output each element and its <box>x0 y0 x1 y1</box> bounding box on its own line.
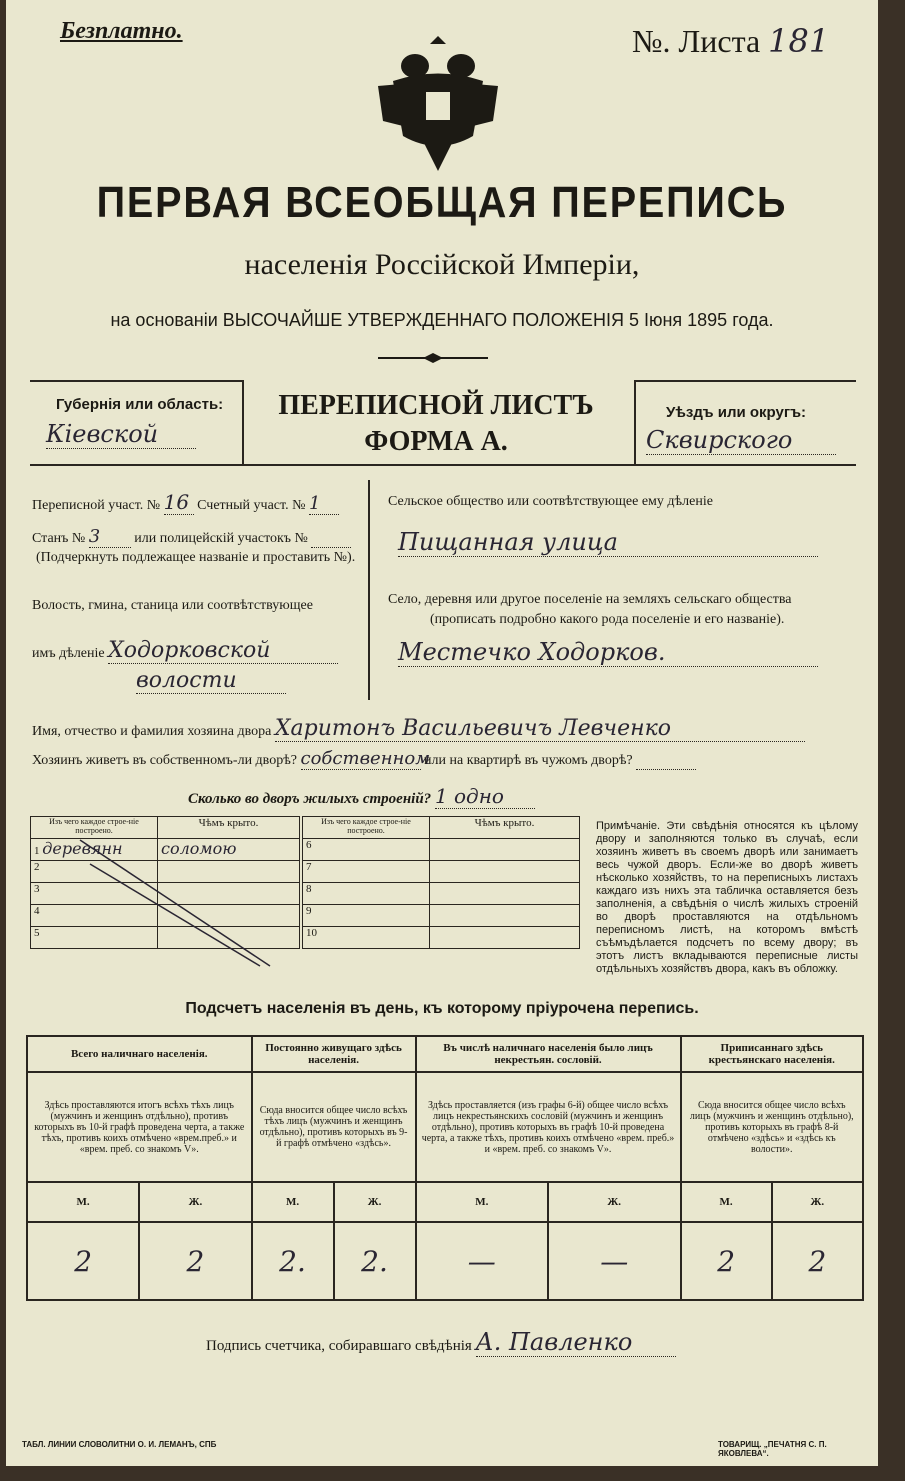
col1-male: 2 <box>27 1222 139 1300</box>
owner-label: Имя, отчество и фамилия хозяина двора <box>32 724 272 739</box>
row1-material: деревянн <box>42 839 123 858</box>
row-num: 10 <box>303 927 430 949</box>
female-label: Ж. <box>334 1182 416 1222</box>
col2-desc: Сюда вносится общее число всѣхъ тѣхъ лицъ (мужчинъ и женщинъ отдѣльно), противъ которыхъ въ 9-й графѣ отмѣчено «здѣсь». <box>252 1072 416 1182</box>
row-num: 3 <box>31 883 158 905</box>
society-label: Сельское общество или соотвѣтствующее ему дѣленіе <box>388 494 713 509</box>
census-section-value: 16 <box>164 490 194 515</box>
row-num: 8 <box>303 883 430 905</box>
double-headed-eagle-emblem <box>373 26 503 176</box>
residence-label: Хозяинъ живетъ въ собственномъ-ли дворѣ? <box>32 753 298 768</box>
col4-header: Приписаннаго здѣсь крестьянскаго населенія. <box>681 1036 864 1072</box>
page-title: ПЕРВАЯ ВСЕОБЩАЯ ПЕРЕПИСЬ <box>96 178 788 227</box>
sheet-number-label: №. Листа <box>632 23 761 59</box>
row-num: 2 <box>31 861 158 883</box>
legal-basis: на основаніи ВЫСОЧАЙШЕ УТВЕРЖДЕННАГО ПОЛОЖЕНІЯ 5 Іюня 1895 года. <box>110 310 774 330</box>
col4-male: 2 <box>681 1222 772 1300</box>
volost-value: Ходорковской <box>108 638 338 664</box>
row1-roof: соломою <box>158 839 300 861</box>
male-label: М. <box>27 1182 139 1222</box>
buildings-header-material: Изъ чего каждое строе-ніе построено. <box>31 817 158 839</box>
col3-header: Въ числѣ наличнаго населенія было лицъ некрестьян. сословій. <box>416 1036 681 1072</box>
col2-female: 2. <box>334 1222 416 1300</box>
buildings-header-roof: Чѣмъ крыто. <box>158 817 300 839</box>
col4-female: 2 <box>772 1222 863 1300</box>
district-label: Уѣздъ или округъ: <box>666 404 807 421</box>
female-label: Ж. <box>139 1182 251 1222</box>
form-title <box>246 388 626 460</box>
row-num: 1 <box>34 845 40 857</box>
col4-desc: Сюда вносится общее число всѣхъ лицъ (мужчинъ и женщинъ отдѣльно), противъ которыхъ въ графѣ 8-й отмѣчено «здѣсь» и «здѣсь къ волости». <box>681 1072 864 1182</box>
village-value: Местечко Ходорков. <box>398 638 818 667</box>
male-label: М. <box>252 1182 334 1222</box>
residence-value: собственном <box>300 748 431 769</box>
owner-value: Харитонъ Васильевичъ Левченко <box>275 716 805 742</box>
village-label: Село, деревня или другое поселеніе на земляхъ сельскаго общества <box>388 592 792 607</box>
volost-label: Волость, гмина, станица или соотвѣтствующее <box>32 598 313 613</box>
sheet-number-value: 181 <box>768 22 830 60</box>
female-label: Ж. <box>772 1182 863 1222</box>
form-title-line2: ФОРМА А. <box>364 426 508 457</box>
counting-section-value: 1 <box>309 493 339 515</box>
village-note: (прописать подробно какого рода поселеніе и его названіе). <box>430 612 785 627</box>
row-num: 6 <box>303 839 430 861</box>
note-text: Примѣчаніе. Эти свѣдѣнія относятся къ цѣлому двору и заполняются только въ случаѣ, если хозяинъ живетъ въ своемъ дворѣ или занимаетъ весь чужой дворъ. Если-же во дворѣ живетъ нѣсколько хозяйствъ, то на переписныхъ листахъ каждаго изъ нихъ эта табличка оставляется безъ заполненія, а свѣдѣнія о числѣ жилыхъ строеній во дворѣ проставляются на отдѣльномъ переписномъ листѣ, на которомъ вмѣстѣ съѣмъдѣлается подсчетъ по всему двору; въ этотъ листъ вкладываются переписные листы отдѣльныхъ хозяйствъ двора, какъ въ обложку. <box>596 820 858 975</box>
population-title: Подсчетъ населенія въ день, къ которому пріурочена перепись. <box>185 1000 699 1017</box>
row-num: 7 <box>303 861 430 883</box>
buildings-label: Сколько во дворъ жилыхъ строеній? <box>188 791 432 807</box>
signature-value: А. Павленко <box>476 1328 676 1357</box>
male-label: М. <box>681 1182 772 1222</box>
underline-note: (Подчеркнуть подлежащее названіе и проставить №). <box>36 550 356 565</box>
page-subtitle: населенія Россійской Имперіи, <box>244 248 640 281</box>
society-value: Пищанная улица <box>398 528 818 557</box>
col2-male: 2. <box>252 1222 334 1300</box>
signature-label: Подпись счетчика, собиравшаго свѣдѣнія <box>206 1338 472 1354</box>
province-value: Кіевской <box>46 420 196 449</box>
male-label: М. <box>416 1182 548 1222</box>
col2-header: Постоянно живущаго здѣсь населенія. <box>252 1036 416 1072</box>
buildings-header-material: Изъ чего каждое строе-ніе построено. <box>303 817 430 839</box>
row-num: 5 <box>31 927 158 949</box>
census-section-label: Переписной участ. № <box>32 498 161 513</box>
volost-label-2: имъ дѣленіе <box>32 646 105 661</box>
col3-male: — <box>416 1222 548 1300</box>
col1-female: 2 <box>139 1222 251 1300</box>
volost-value-2: волости <box>136 668 286 694</box>
stan-label: Станъ № <box>32 531 86 546</box>
footer-printer-left: ТАБЛ. ЛИНИИ СЛОВОЛИТНИ О. И. ЛЕМАНЪ, СПБ <box>22 1440 217 1449</box>
col1-desc: Здѣсь проставляются итогъ всѣхъ тѣхъ лицъ (мужчинъ и женщинъ отдѣльно), противъ которыхъ въ 10-й графѣ проведена черта, а также тѣхъ, противъ коихъ отмѣчено «врем.преб.» и «врем. преб. со знакомъ V». <box>27 1072 252 1182</box>
counting-section-label: Счетный участ. № <box>197 498 306 513</box>
buildings-value: 1 одно <box>435 784 535 809</box>
row-num: 4 <box>31 905 158 927</box>
census-sheet <box>6 0 878 1466</box>
police-station-label: или полицейскій участокъ № <box>134 531 308 546</box>
province-label: Губернія или область: <box>56 396 224 413</box>
population-table <box>26 1035 864 1301</box>
stan-value: 3 <box>89 526 131 548</box>
footer-printer-right: ТОВАРИЩ. „ПЕЧАТНЯ С. П. ЯКОВЛЕВА“. <box>718 1440 827 1458</box>
cancel-strokes <box>30 816 590 976</box>
col3-female: — <box>548 1222 681 1300</box>
free-label: Безплатно. <box>60 18 183 44</box>
female-label: Ж. <box>548 1182 681 1222</box>
sheet-number <box>632 22 829 60</box>
row-num: 9 <box>303 905 430 927</box>
col3-desc: Здѣсь проставляется (изъ графы 6-й) общее число всѣхъ лицъ некрестьянскихъ сословій (мужчинъ и женщинъ отдѣльно), противъ которыхъ въ графѣ 10-й проведена черта, а также тѣхъ, противъ коихъ отмѣчено «врем. преб.» и «врем. преб. со знакомъ V». <box>416 1072 681 1182</box>
form-title-line1: ПЕРЕПИСНОЙ ЛИСТЪ <box>278 390 594 421</box>
ornament-divider <box>378 352 488 364</box>
residence-label-2: или на квартирѣ въ чужомъ дворѣ? <box>424 753 633 768</box>
district-value: Сквирского <box>646 426 836 455</box>
col1-header: Всего наличнаго населенія. <box>27 1036 252 1072</box>
buildings-header-roof: Чѣмъ крыто. <box>430 817 580 839</box>
